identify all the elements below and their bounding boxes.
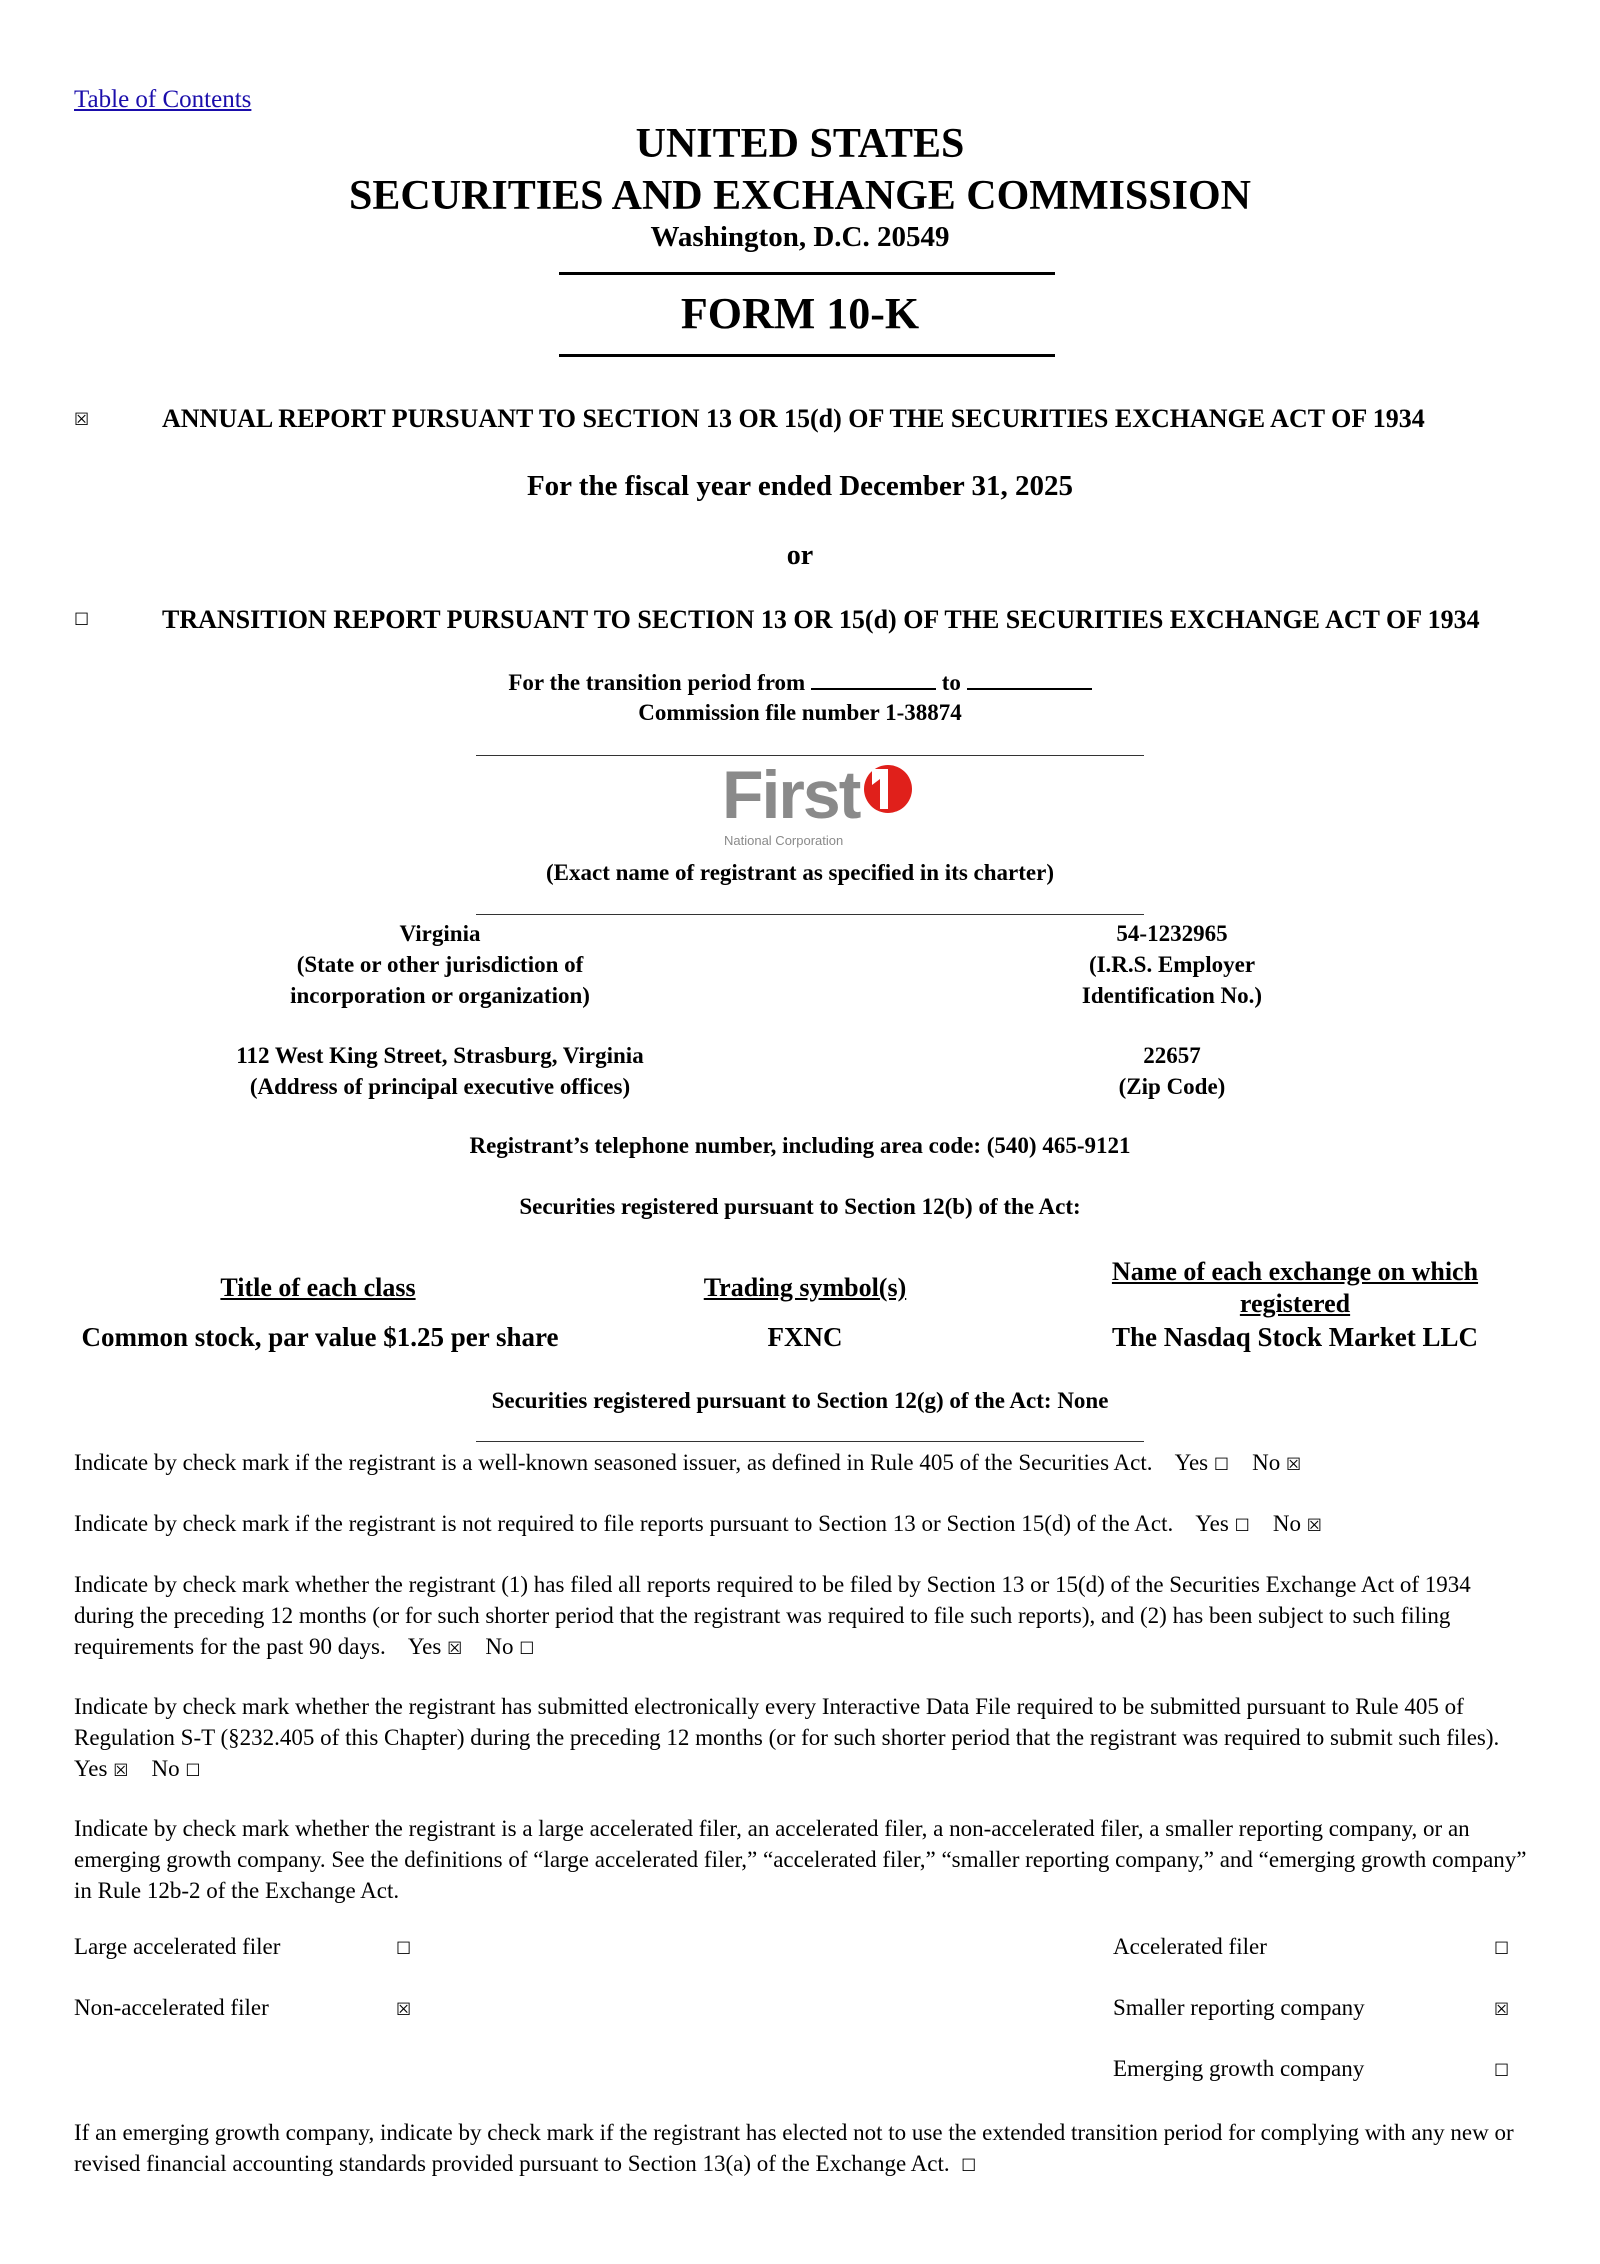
transition-period-line <box>0 670 1600 696</box>
q3-yes-checkbox[interactable]: ☒ <box>447 1639 463 1659</box>
irs-label-2: Identification No.) <box>1081 983 1263 1008</box>
state-block <box>180 918 700 1011</box>
q1-no-checkbox[interactable]: ☒ <box>1285 1455 1302 1475</box>
table-header-exchange <box>1060 1256 1530 1320</box>
table-cell-class: Common stock, par value $1.25 per share <box>81 1322 559 1352</box>
state-label-1: (State or other jurisdiction of <box>296 952 584 977</box>
q4-yes-checkbox[interactable]: ☒ <box>113 1761 129 1781</box>
question-filed-all-reports: Indicate by check mark whether the registrant (1) has filed all reports required to be filed by Section 13 or 15(d) of the Securities Exchange Act of 1934 during the preceding 12 months (or for such shorter period that the registrant was required to file such reports), and (2) has been subject to such filing requirements for the past 90 days. Yes ☒ No ☐ <box>74 1572 1471 1659</box>
form-title: FORM 10-K <box>680 289 920 338</box>
annual-report-label: ANNUAL REPORT PURSUANT TO SECTION 13 OR 15(d) OF THE SECURITIES EXCHANGE ACT OF 1934 <box>162 404 1425 433</box>
header-rule-bottom <box>559 354 1055 357</box>
or-text: or <box>786 540 814 571</box>
table-header-exchange-line-1: Name of each exchange on which <box>1111 1257 1479 1286</box>
company-logo <box>722 757 914 852</box>
table-header-title: Title of each class <box>220 1273 416 1302</box>
q2-no-checkbox[interactable]: ☒ <box>1306 1516 1322 1536</box>
divider-line-1 <box>476 755 1144 756</box>
header-united-states: UNITED STATES <box>635 121 965 167</box>
state-value: Virginia <box>399 921 481 946</box>
logo-subtext: National Corporation <box>724 833 844 848</box>
table-cell-exchange: The Nasdaq Stock Market LLC <box>1111 1322 1479 1352</box>
filer-non-accelerated-label: Non-accelerated filer <box>74 1995 269 2020</box>
table-cell-symbol: FXNC <box>767 1322 843 1352</box>
zip-value: 22657 <box>1143 1043 1201 1068</box>
logo-emblem-icon <box>862 763 914 815</box>
header-location: Washington, D.C. 20549 <box>650 221 950 253</box>
transition-report-label: TRANSITION REPORT PURSUANT TO SECTION 13 OR 15(d) OF THE SECURITIES EXCHANGE ACT OF 1934 <box>162 605 1480 634</box>
divider-line-3 <box>476 1441 1144 1442</box>
filer-accelerated-checkbox[interactable]: ☐ <box>1494 1939 1510 1959</box>
section-12g-line: Securities registered pursuant to Section 12(g) of the Act: None <box>491 1388 1109 1413</box>
section-12b-heading: Securities registered pursuant to Section 12(b) of the Act: <box>519 1194 1081 1219</box>
filer-large-accelerated-label: Large accelerated filer <box>74 1934 281 1959</box>
logo-wordmark: First <box>722 757 860 833</box>
egc-election-checkbox[interactable]: ☐ <box>961 2156 977 2176</box>
telephone-line: Registrant’s telephone number, including area code: (540) 465-9121 <box>469 1133 1131 1158</box>
header-rule-top <box>559 272 1055 275</box>
address-value: 112 West King Street, Strasburg, Virginia <box>236 1043 644 1068</box>
transition-period-to: to <box>941 670 961 695</box>
exact-name-caption: (Exact name of registrant as specified in its charter) <box>545 860 1055 885</box>
filer-non-accelerated-checkbox[interactable]: ☒ <box>396 2000 412 2020</box>
filer-accelerated-label: Accelerated filer <box>1113 1934 1267 1959</box>
state-label-2: incorporation or organization) <box>290 983 590 1008</box>
commission-file-number: Commission file number 1-38874 <box>638 700 962 725</box>
q2-yes-checkbox[interactable]: ☐ <box>1234 1516 1250 1536</box>
fiscal-year-line: For the fiscal year ended December 31, 2025 <box>526 470 1074 502</box>
filer-emerging-growth-label: Emerging growth company <box>1113 2056 1365 2081</box>
table-of-contents-link[interactable]: Table of Contents <box>74 86 252 113</box>
annual-report-checkbox[interactable]: ☒ <box>74 410 90 430</box>
header-sec: SECURITIES AND EXCHANGE COMMISSION <box>349 173 1251 219</box>
q3-no-checkbox[interactable]: ☐ <box>519 1639 535 1659</box>
transition-to-blank <box>967 687 1092 690</box>
filer-smaller-reporting-label: Smaller reporting company <box>1113 1995 1365 2020</box>
question-emerging-growth-election: If an emerging growth company, indicate by check mark if the registrant has elected not to use the extended transition period for complying with any new or revised financial accounting standards provided pursuant to Section 13(a) of the Exchange Act. ☐ <box>74 2120 1514 2176</box>
table-header-exchange-line-2: registered <box>1239 1289 1351 1318</box>
transition-report-checkbox[interactable]: ☐ <box>74 610 90 630</box>
irs-block <box>972 918 1372 1011</box>
zip-block <box>972 1040 1372 1102</box>
address-label: (Address of principal executive offices) <box>249 1074 631 1099</box>
address-block <box>140 1040 740 1102</box>
filer-emerging-growth-checkbox[interactable]: ☐ <box>1494 2061 1510 2081</box>
transition-period-prefix: For the transition period from <box>508 670 806 695</box>
irs-number: 54-1232965 <box>1116 921 1228 946</box>
irs-label-1: (I.R.S. Employer <box>1088 952 1256 977</box>
table-header-symbol: Trading symbol(s) <box>703 1273 907 1302</box>
question-well-known-seasoned-issuer: Indicate by check mark if the registrant is a well-known seasoned issuer, as defined in Rule 405 of the Securities Act. Yes ☐ No ☒ <box>74 1450 1302 1475</box>
zip-label: (Zip Code) <box>1118 1074 1226 1099</box>
question-interactive-data-file: Indicate by check mark whether the registrant has submitted electronically every Interactive Data File required to be submitted pursuant to Rule 405 of Regulation S-T (§232.405 of this Chapter) during the preceding 12 months (or for such shorter period that the registrant was required to submit such files). Yes ☒ No ☐ <box>74 1694 1500 1781</box>
question-not-required-to-file: Indicate by check mark if the registrant is not required to file reports pursuant to Section 13 or Section 15(d) of the Act. Yes ☐ No ☒ <box>74 1511 1322 1536</box>
divider-line-2 <box>476 914 1144 915</box>
q4-no-checkbox[interactable]: ☐ <box>185 1761 201 1781</box>
question-filer-status: Indicate by check mark whether the registrant is a large accelerated filer, an accelerated filer, a non-accelerated filer, a smaller reporting company, or an emerging growth company. See the definitions of “large accelerated filer,” “accelerated filer,” “smaller reporting company,” and “emerging growth company” in Rule 12b-2 of the Exchange Act. <box>74 1816 1527 1903</box>
filer-large-accelerated-checkbox[interactable]: ☐ <box>396 1939 412 1959</box>
q1-yes-checkbox[interactable]: ☐ <box>1213 1455 1230 1475</box>
filer-smaller-reporting-checkbox[interactable]: ☒ <box>1494 2000 1510 2020</box>
transition-from-blank <box>811 687 936 690</box>
